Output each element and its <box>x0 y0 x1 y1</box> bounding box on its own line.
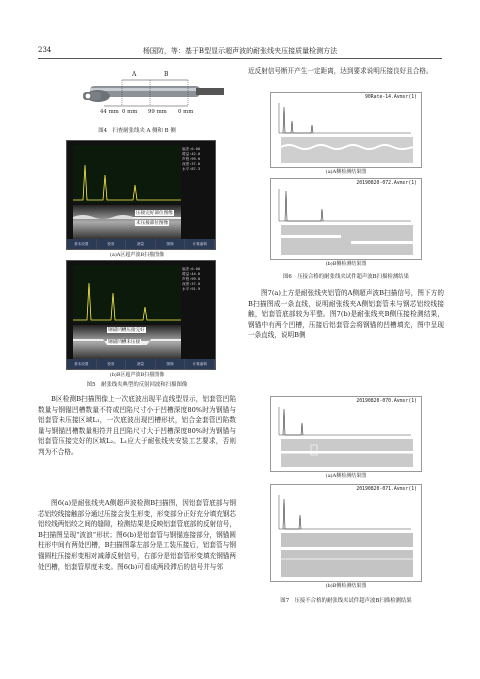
figure-7a <box>270 396 422 472</box>
figure-7a-title: 20190820-070.Avmsr(1) <box>356 399 417 404</box>
figure-6b-title: 20190820-072.Avmsr(1) <box>356 181 417 186</box>
dim-3: 99 mm <box>148 109 167 115</box>
dim-1: 44 mm <box>100 109 119 115</box>
running-title: 杨国防，等：基于B型显示超声波的耐张线夹压接质量检测方法 <box>142 47 338 55</box>
figure-5a-caption: (a)A区超声波B扫描图像 <box>109 252 165 258</box>
figure-6-caption: 图6 压接合格的耐张线夹试件超声波B扫描检测结果 <box>283 274 409 280</box>
body-paragraph-3: 近反射信号断开产生一定距离，达到要求说明压接良好且合格。 <box>248 67 433 75</box>
figure-6a <box>270 92 422 168</box>
figure-4 <box>38 66 236 136</box>
scope-a-buttons: 基本设置 校准 测量 图像 计算编辑 <box>67 239 215 249</box>
body-paragraph-4: 图7(a)上方是耐张线夹铝管的A侧超声波B扫描信号，图下方的B扫描图成一条直线，说明耐张线夹A侧铝套管未与钢芯铝绞线接触，铝套管底部较为平整。图7(b)是耐张线夹B侧压接检测结果，钢锚中有两个凹槽，压接后铝套管会将钢锚的凹槽填充，图中呈现一条直线，说明B侧 <box>248 289 444 340</box>
figure-6b <box>270 178 422 260</box>
figure-7b-plot <box>271 485 421 581</box>
a-scan-waveform <box>73 145 181 203</box>
page-number: 234 <box>38 46 52 54</box>
annot-b1: 钢锚凹槽压接完好 <box>108 328 145 333</box>
label-a: A <box>132 71 137 78</box>
scope-b-readout: 偏差:0.00 增益:44.0 声程:99.0 深度:37.0 水平:91.9 <box>182 267 201 291</box>
scope-b-buttons: 基本设置 校准 测量 图像 计算编辑 <box>67 359 215 369</box>
figure-7b-title: 20190820-071.Avmsr(1) <box>356 487 417 492</box>
figure-5b-scope <box>66 260 216 370</box>
dim-4: 0 mm <box>178 109 194 115</box>
body-paragraph-1: B区检测B扫描图像上一次底波出现平直线型显示，铝套管凹陷数量与钢锚凹槽数量不符或凹陷尺寸小于凹槽深度80%时为钢锚与铝套管未压接区域L₁，一次底波出现凹槽形状，铝合金套管凹陷数量与钢锚凹槽数量相符并且凹陷尺寸大于凹槽深度80%时为钢锚与铝套管压接完好的区域L₂。L₁应大于耐张线夹安装工艺要求，否则判为不合格。 <box>38 395 236 456</box>
annot-a1: 压接完好部位图像 <box>136 211 173 216</box>
a-scan-waveform <box>73 265 181 323</box>
label-b: B <box>164 71 169 78</box>
figure-7a-caption: (a)A侧检测结果图 <box>325 473 367 479</box>
figure-7a-plot <box>271 397 421 471</box>
header-rule <box>38 58 442 59</box>
figure-4-caption: 图4 扫查耐张线夹 A 侧和 B 侧 <box>98 128 176 134</box>
figure-5b-caption: (b)B区超声波B扫描图像 <box>109 372 165 378</box>
body-paragraph-2: 图6(a)是耐张线夹A侧超声波检测B扫描图，因铝套管底部与钢芯铝绞线接触部分通过压接会发生形变，形变部分正好充分填充钢芯铝绞线两铝绞之间的缝隙，检测结果是反映铝套管底部的反射信号，B扫描图呈现“波浪”形状；图6(b)是铝套管与钢锚连接部分，钢锚圆柱形中间有两处凹槽，B扫描图靠左部分是工装压接后，铝套管与钢锚圆柱压接形变相对减薄反射信号，右部分是铝套管形变填充钢锚两处凹槽，铝套管厚度未变。图6(b)可看成两段滞后的信号并与邻 <box>38 499 236 571</box>
figure-6a-caption: (a)A侧检测结果图 <box>325 169 367 175</box>
figure-6a-plot <box>271 93 421 167</box>
annot-a2: 未压接部位图像 <box>136 221 169 226</box>
figure-6b-caption: (b)B侧检测结果图 <box>325 261 367 267</box>
dim-2: 0 mm <box>122 109 138 115</box>
figure-5a-scope <box>66 140 216 250</box>
figure-7b-caption: (b)B侧检测结果图 <box>325 583 367 589</box>
figure-7b <box>270 484 422 582</box>
figure-6b-plot <box>271 179 421 259</box>
figure-7-caption: 图7 压接不合格的耐张线夹试件超声波B扫描检测结果 <box>280 598 412 604</box>
figure-6a-title: 90Rate-14.Avmsr(1) <box>365 95 417 100</box>
page-header <box>38 46 442 58</box>
figure-5-caption: 图5 耐张线夹典型的反射回波和扫描图像 <box>86 382 188 388</box>
annot-b2: 钢锚凹槽未压接 <box>108 340 141 345</box>
scope-a-readout: 偏差:0.00 增益:42.0 声程:99.0 深度:37.0 水平:87.3 <box>182 147 201 171</box>
